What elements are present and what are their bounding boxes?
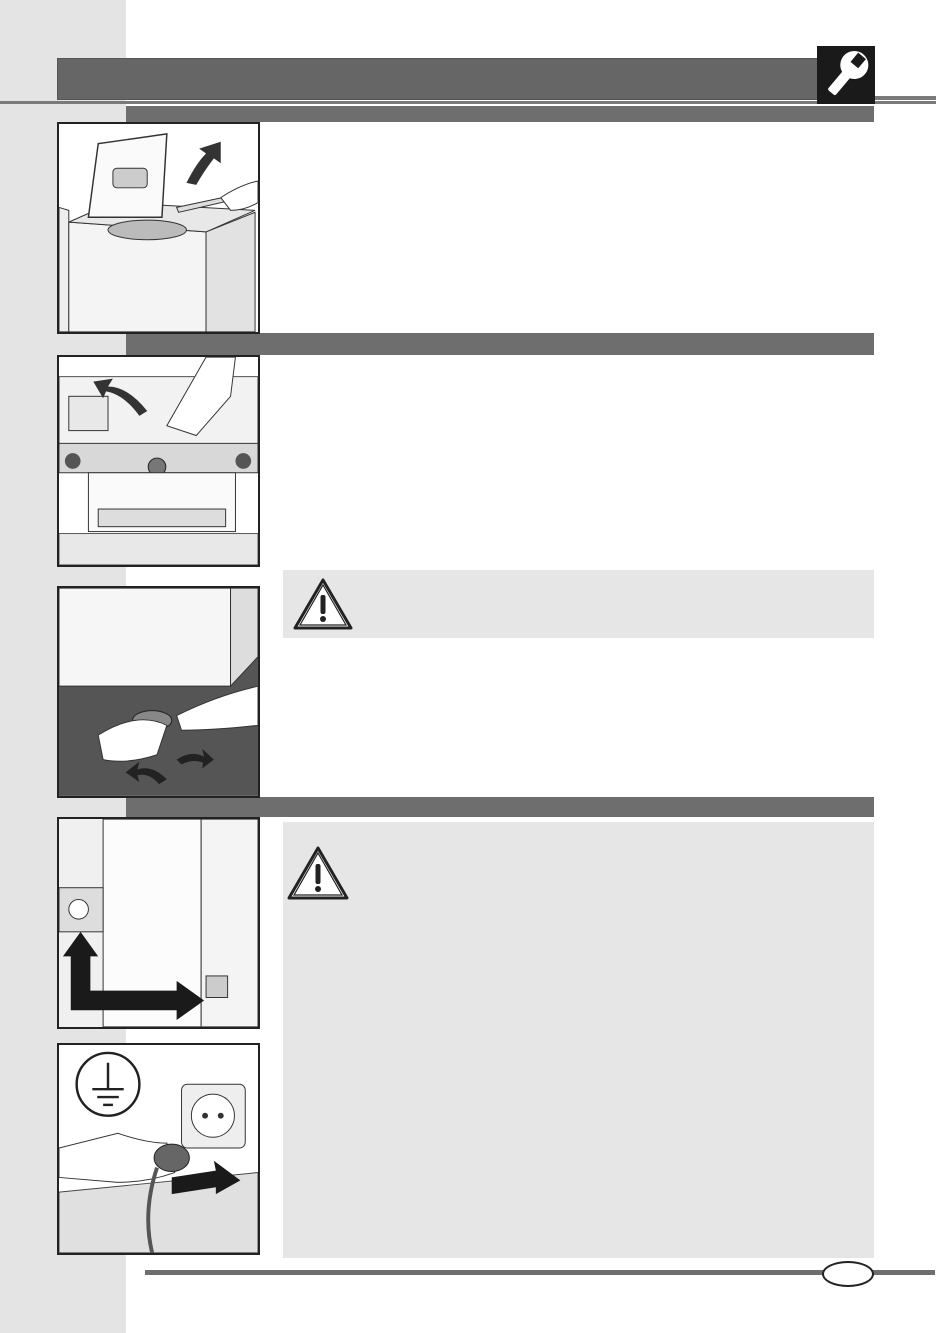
warning-triangle-icon <box>292 577 354 631</box>
adjust-feet-illustration <box>57 586 260 798</box>
page-header-bar <box>57 58 872 100</box>
earth-plug-illustration <box>57 1043 260 1255</box>
header-rule-right <box>870 96 936 100</box>
lid-open-remove-strip-illustration <box>57 122 260 334</box>
header-rule <box>0 101 936 104</box>
footer-rule <box>145 1270 935 1275</box>
wrench-icon <box>817 46 875 104</box>
section-bar-3 <box>126 797 874 817</box>
section-bar-2 <box>126 333 874 355</box>
warning-triangle-icon <box>286 845 350 901</box>
section-bar-1 <box>126 106 874 122</box>
warning-panel-1 <box>283 570 874 638</box>
warning-panel-2 <box>283 822 874 1258</box>
socket-location-illustration <box>57 817 260 1029</box>
remove-transport-bracket-illustration <box>57 355 260 567</box>
page-number-badge <box>822 1261 874 1287</box>
